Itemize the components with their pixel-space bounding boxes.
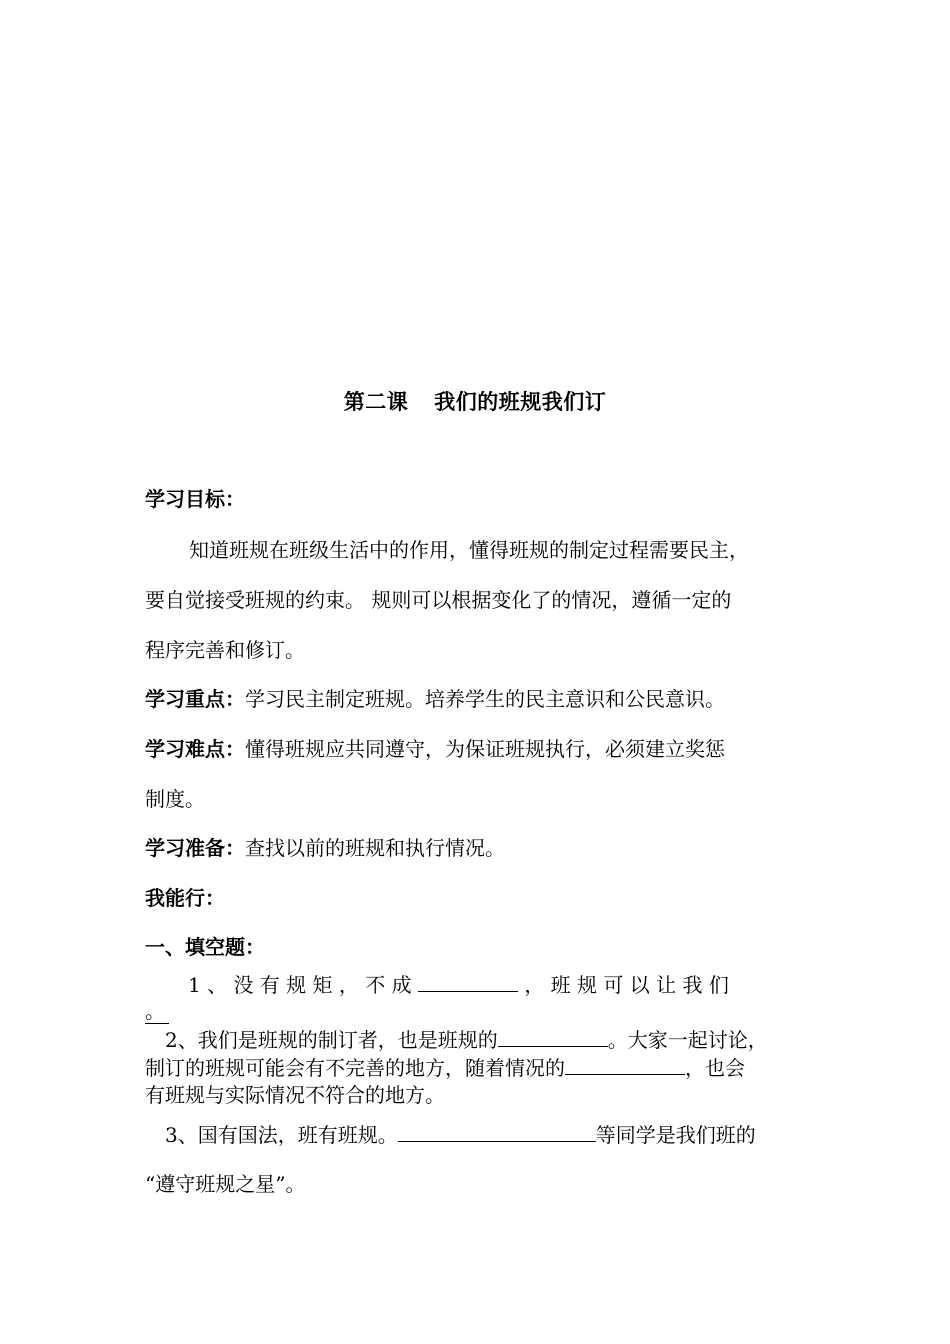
can-do-label: 我能行： [145,886,225,910]
question-2-line2 [145,1054,745,1081]
question-1-line2 [145,998,169,1024]
question-2-blank-1[interactable] [498,1026,608,1047]
lesson-topic: 我们的班规我们订 [434,390,607,414]
question-3-blank-1[interactable] [398,1121,596,1142]
question-1-blank-1[interactable] [418,971,518,992]
key-points-label: 学习重点： [145,687,245,711]
question-1 [188,971,729,998]
difficulties-label: 学习难点： [145,737,245,761]
question-2-line3: 有班规与实际情况不符合的地方。 [145,1083,445,1107]
key-points [145,686,725,712]
question-3-part1: 3、国有国法，班有班规。 [165,1123,398,1147]
question-3-part2: 等同学是我们班的 [595,1123,756,1147]
question-1-part2: ， 班 规 可 以 让 我 们 [524,973,729,997]
question-2-line2-text: 制订的班规可能会有不完善的地方，随着情况的 [145,1056,565,1080]
objectives-text-line3: 程序完善和修订。 [145,638,305,662]
question-2 [165,1026,768,1053]
difficulties-text: 懂得班规应共同遵守，为保证班规执行，必须建立奖惩 [245,737,725,761]
lesson-title [0,386,950,416]
lesson-number: 第二课 [343,390,409,414]
objectives-text-line1: 知道班规在班级生活中的作用，懂得班规的制定过程需要民主， [189,538,749,562]
question-3-line2: “遵守班规之星”。 [145,1172,306,1196]
key-points-text: 学习民主制定班规。培养学生的民主意识和公民意识。 [245,687,725,711]
difficulties [145,736,725,762]
question-1-end: 。 [145,999,169,1024]
preparation [145,835,505,861]
objectives-label: 学习目标： [145,487,245,511]
preparation-text: 查找以前的班规和执行情况。 [245,836,505,860]
question-2-line2-end: ，也会 [685,1056,745,1080]
question-2-blank-2[interactable] [565,1054,685,1075]
question-2-part2: 。大家一起讨论， [607,1028,768,1052]
preparation-label: 学习准备： [145,836,245,860]
question-3 [165,1121,756,1148]
objectives-text-line2: 要自觉接受班规的约束。 规则可以根据变化了的情况，遵循一定的 [145,588,732,612]
section1-heading: 一、填空题： [145,935,265,959]
difficulties-text-line2: 制度。 [145,787,205,811]
question-1-part1: 1 、 没 有 规 矩 ， 不 成 [188,973,412,997]
question-2-part1: 2、我们是班规的制订者，也是班规的 [165,1028,498,1052]
